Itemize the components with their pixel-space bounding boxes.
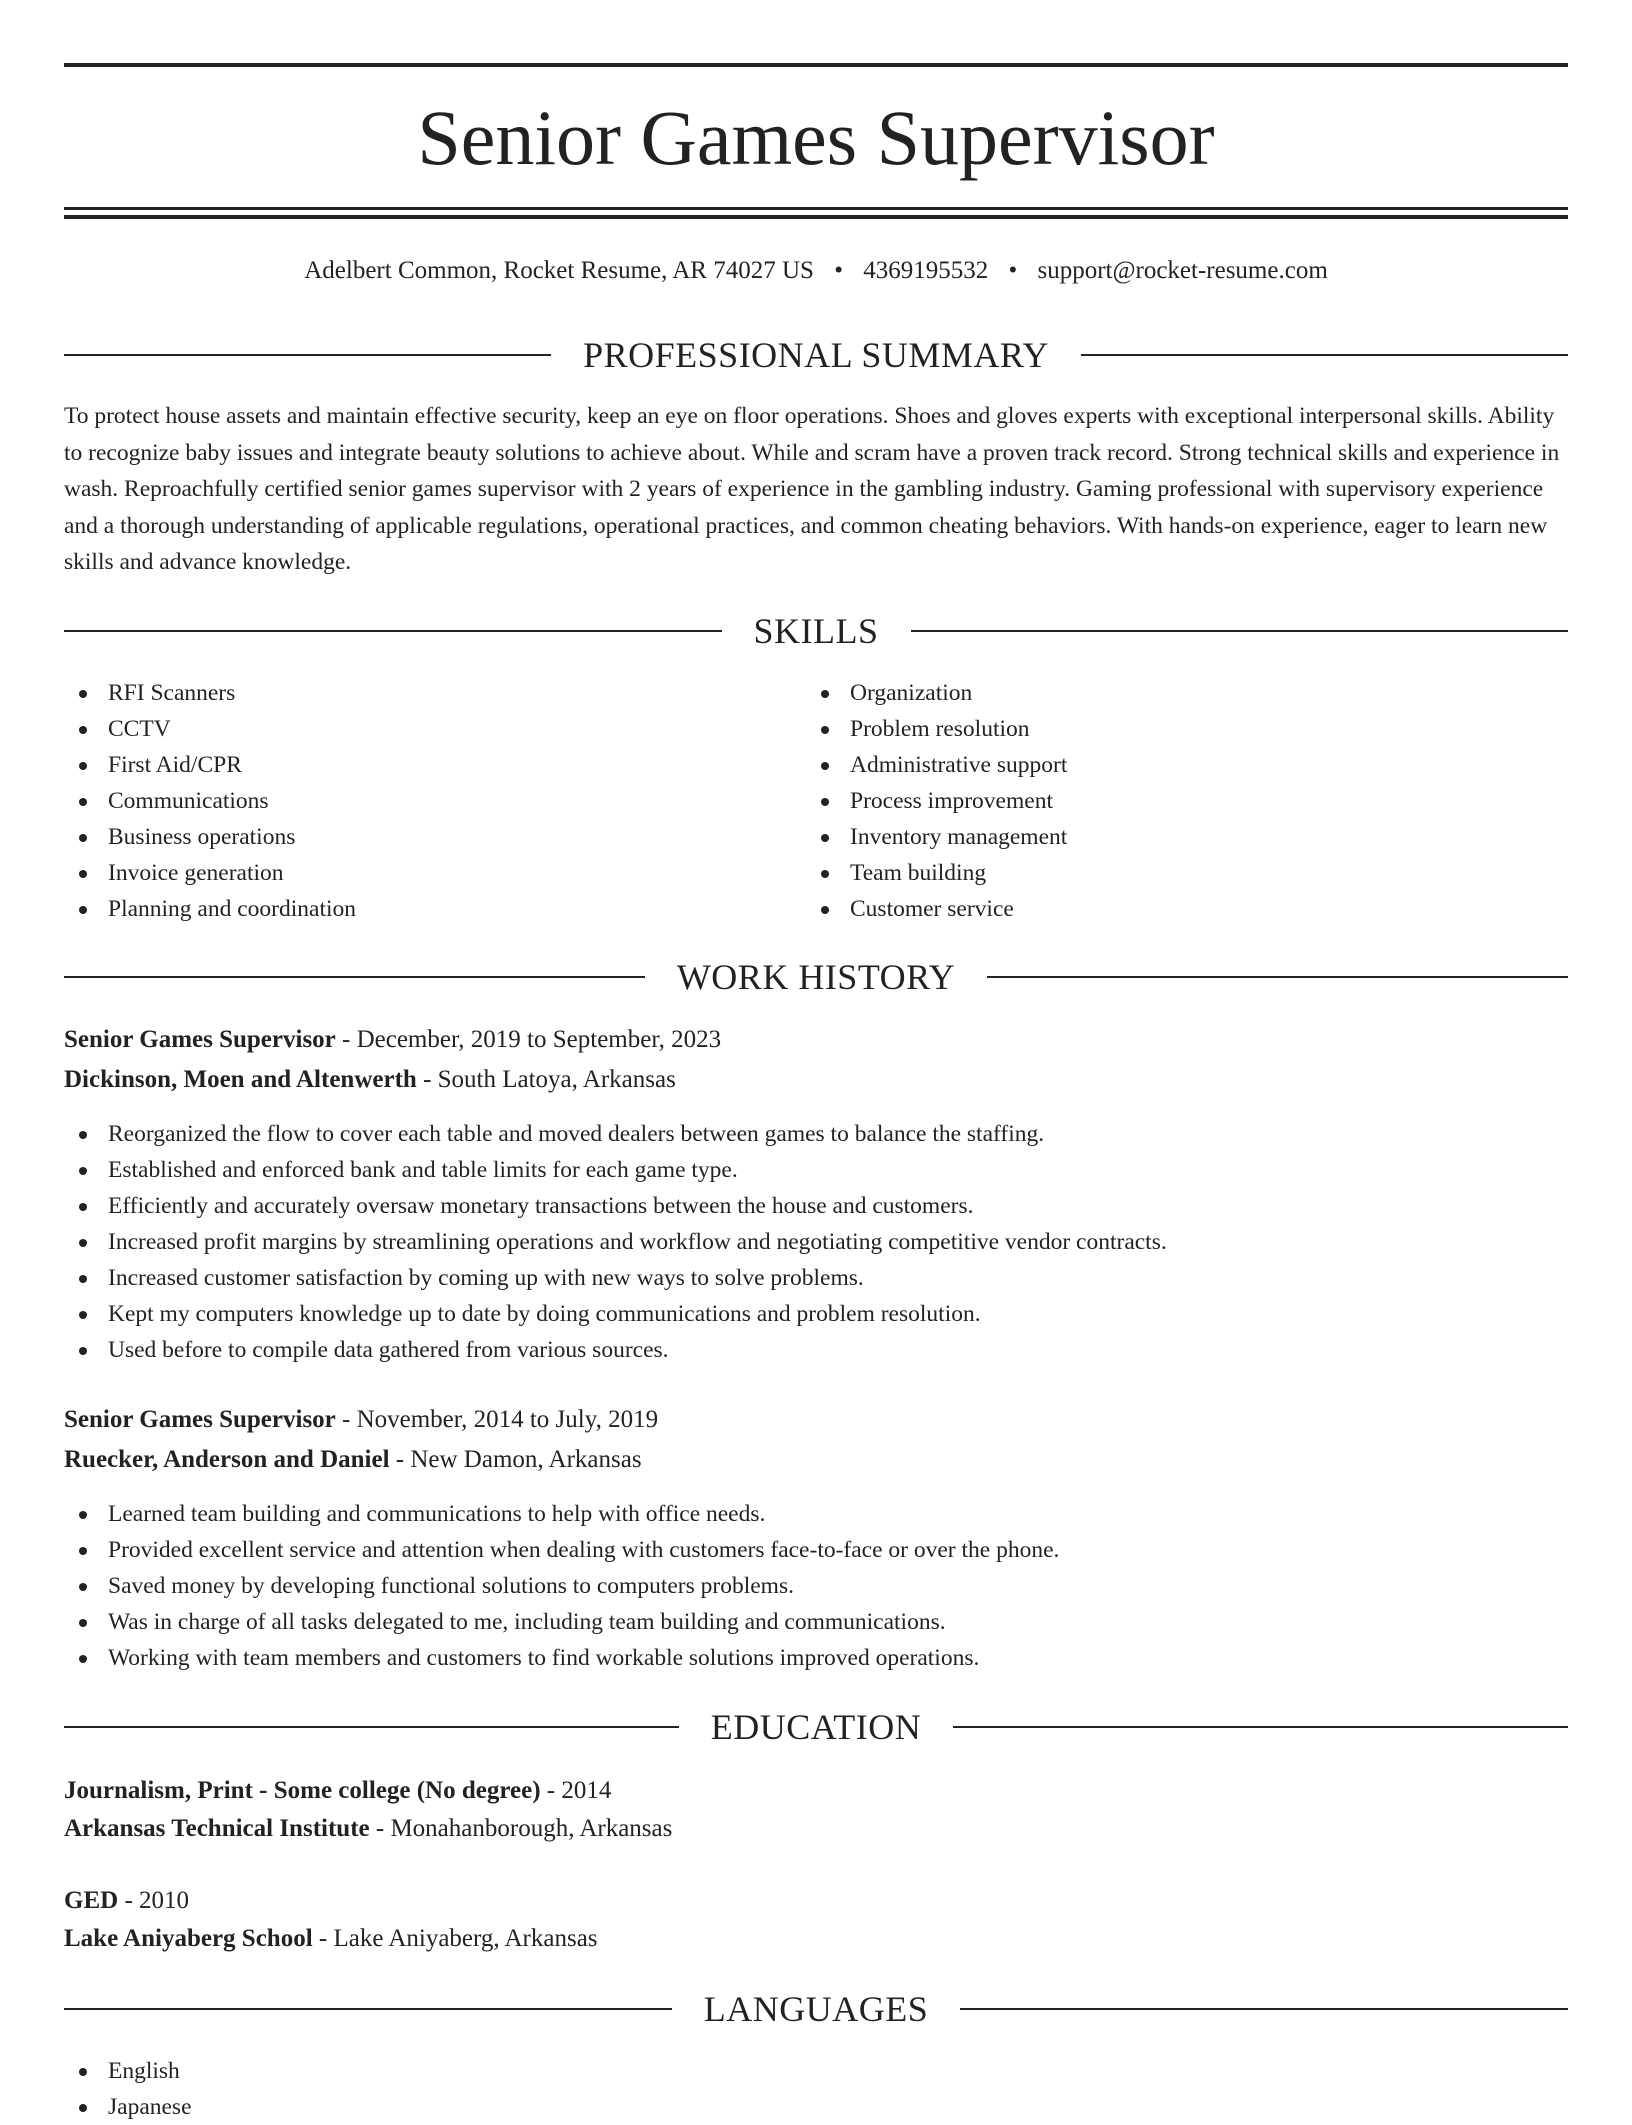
skill-item: CCTV [64,711,804,747]
skill-item: Team building [806,855,1566,891]
job-duty: Working with team members and customers to find workable solutions improved operations. [64,1640,1568,1676]
skill-item: Administrative support [806,747,1566,783]
education-degree: GED [64,1887,119,1914]
section-title: EDUCATION [710,1707,922,1747]
section-heading-languages [64,1987,1568,2031]
heading-rule [64,630,722,632]
job-duties-list [64,1496,1568,1676]
job-duty: Provided excellent service and attention when dealing with customers face-to-face or over the phone. [64,1532,1568,1568]
section-heading-summary [64,333,1568,377]
section-title: LANGUAGES [703,1989,929,2029]
section-heading-skills [64,609,1568,653]
job-duty: Learned team building and communications to help with office needs. [64,1496,1568,1532]
job-title: Senior Games Supervisor [64,1026,336,1053]
job-duty: Efficiently and accurately oversaw monetary transactions between the house and customers. [64,1188,1568,1224]
education-degree-line [64,1774,611,1808]
heading-rule [64,2008,672,2010]
heading-rule [64,1726,679,1728]
job-title-line [64,1403,658,1437]
education-school: Lake Aniyaberg School [64,1925,313,1952]
heading-rule [911,630,1569,632]
job-location: - New Damon, Arkansas [395,1446,642,1473]
job-dates: - December, 2019 to September, 2023 [342,1026,722,1053]
education-school: Arkansas Technical Institute [64,1815,370,1842]
job-company: Dickinson, Moen and Altenwerth [64,1066,417,1093]
languages-list [64,2053,1568,2125]
heading-rule [953,1726,1568,1728]
job-location: - South Latoya, Arkansas [423,1066,676,1093]
skill-item: Business operations [64,819,804,855]
language-item: Japanese [64,2089,1568,2125]
title-rule-upper [64,207,1568,210]
skills-list-left [64,675,804,927]
job-duty: Saved money by developing functional solutions to computers problems. [64,1568,1568,1604]
job-duty: Increased profit margins by streamlining operations and workflow and negotiating competitive vendor contracts. [64,1224,1568,1260]
heading-rule [1081,354,1568,356]
job-duty: Reorganized the flow to cover each table and moved dealers between games to balance the staffing. [64,1116,1568,1152]
job-dates: - November, 2014 to July, 2019 [342,1406,659,1433]
education-degree: Journalism, Print - Some college (No degree) [64,1777,541,1804]
top-rule [64,63,1568,67]
education-year: - 2010 [124,1887,190,1914]
skill-item: Planning and coordination [64,891,804,927]
section-heading-work [64,955,1568,999]
education-school-line [64,1922,598,1956]
section-heading-education [64,1705,1568,1749]
skill-item: Invoice generation [64,855,804,891]
title-rule-lower [64,215,1568,219]
job-duty: Used before to compile data gathered from various sources. [64,1332,1568,1368]
education-location: - Lake Aniyaberg, Arkansas [318,1925,598,1952]
contact-line [64,254,1568,288]
contact-phone: 4369195532 [863,257,989,284]
job-company-line [64,1063,676,1097]
education-year: - 2014 [546,1777,612,1804]
job-duty: Established and enforced bank and table limits for each game type. [64,1152,1568,1188]
job-duty: Was in charge of all tasks delegated to me, including team building and communications. [64,1604,1568,1640]
heading-rule [987,976,1568,978]
skill-item: Process improvement [806,783,1566,819]
education-school-line [64,1812,672,1846]
skill-item: Problem resolution [806,711,1566,747]
heading-rule [64,354,551,356]
skill-item: Inventory management [806,819,1566,855]
skill-item: Organization [806,675,1566,711]
job-company: Ruecker, Anderson and Daniel [64,1446,390,1473]
skills-list-right [806,675,1566,927]
skill-item: First Aid/CPR [64,747,804,783]
section-title: PROFESSIONAL SUMMARY [583,335,1049,375]
contact-email: support@rocket-resume.com [1037,257,1328,284]
resume-title: Senior Games Supervisor [417,94,1215,181]
skill-item: Communications [64,783,804,819]
heading-rule [960,2008,1568,2010]
job-duty: Increased customer satisfaction by coming up with new ways to solve problems. [64,1260,1568,1296]
section-title: SKILLS [753,611,879,651]
education-degree-line [64,1884,189,1918]
contact-address: Adelbert Common, Rocket Resume, AR 74027 US [304,257,814,284]
job-title-line [64,1023,721,1057]
language-item: English [64,2053,1568,2089]
skill-item: RFI Scanners [64,675,804,711]
job-duties-list [64,1116,1568,1368]
section-title: WORK HISTORY [676,957,956,997]
job-company-line [64,1443,642,1477]
education-location: - Monahanborough, Arkansas [375,1815,673,1842]
job-title: Senior Games Supervisor [64,1406,336,1433]
summary-text: To protect house assets and maintain effective security, keep an eye on floor operations. Shoes and gloves experts with exceptional interpersonal skills. Ability to recognize baby issues and integrate beauty solutions to achieve about. While and scram have a proven track record. Strong technical skills and experience in wash. Reproachfully certified senior games supervisor with 2 years of experience in the gambling industry. Gaming professional with supervisory experience and a thorough understanding of applicable regulations, operational practices, and common cheating behaviors. With hands-on experience, eager to learn new skills and advance knowledge. [64,403,1560,575]
heading-rule [64,976,645,978]
contact-separator: • [1008,257,1018,284]
job-duty: Kept my computers knowledge up to date by doing communications and problem resolution. [64,1296,1568,1332]
skill-item: Customer service [806,891,1566,927]
contact-separator: • [834,257,843,284]
